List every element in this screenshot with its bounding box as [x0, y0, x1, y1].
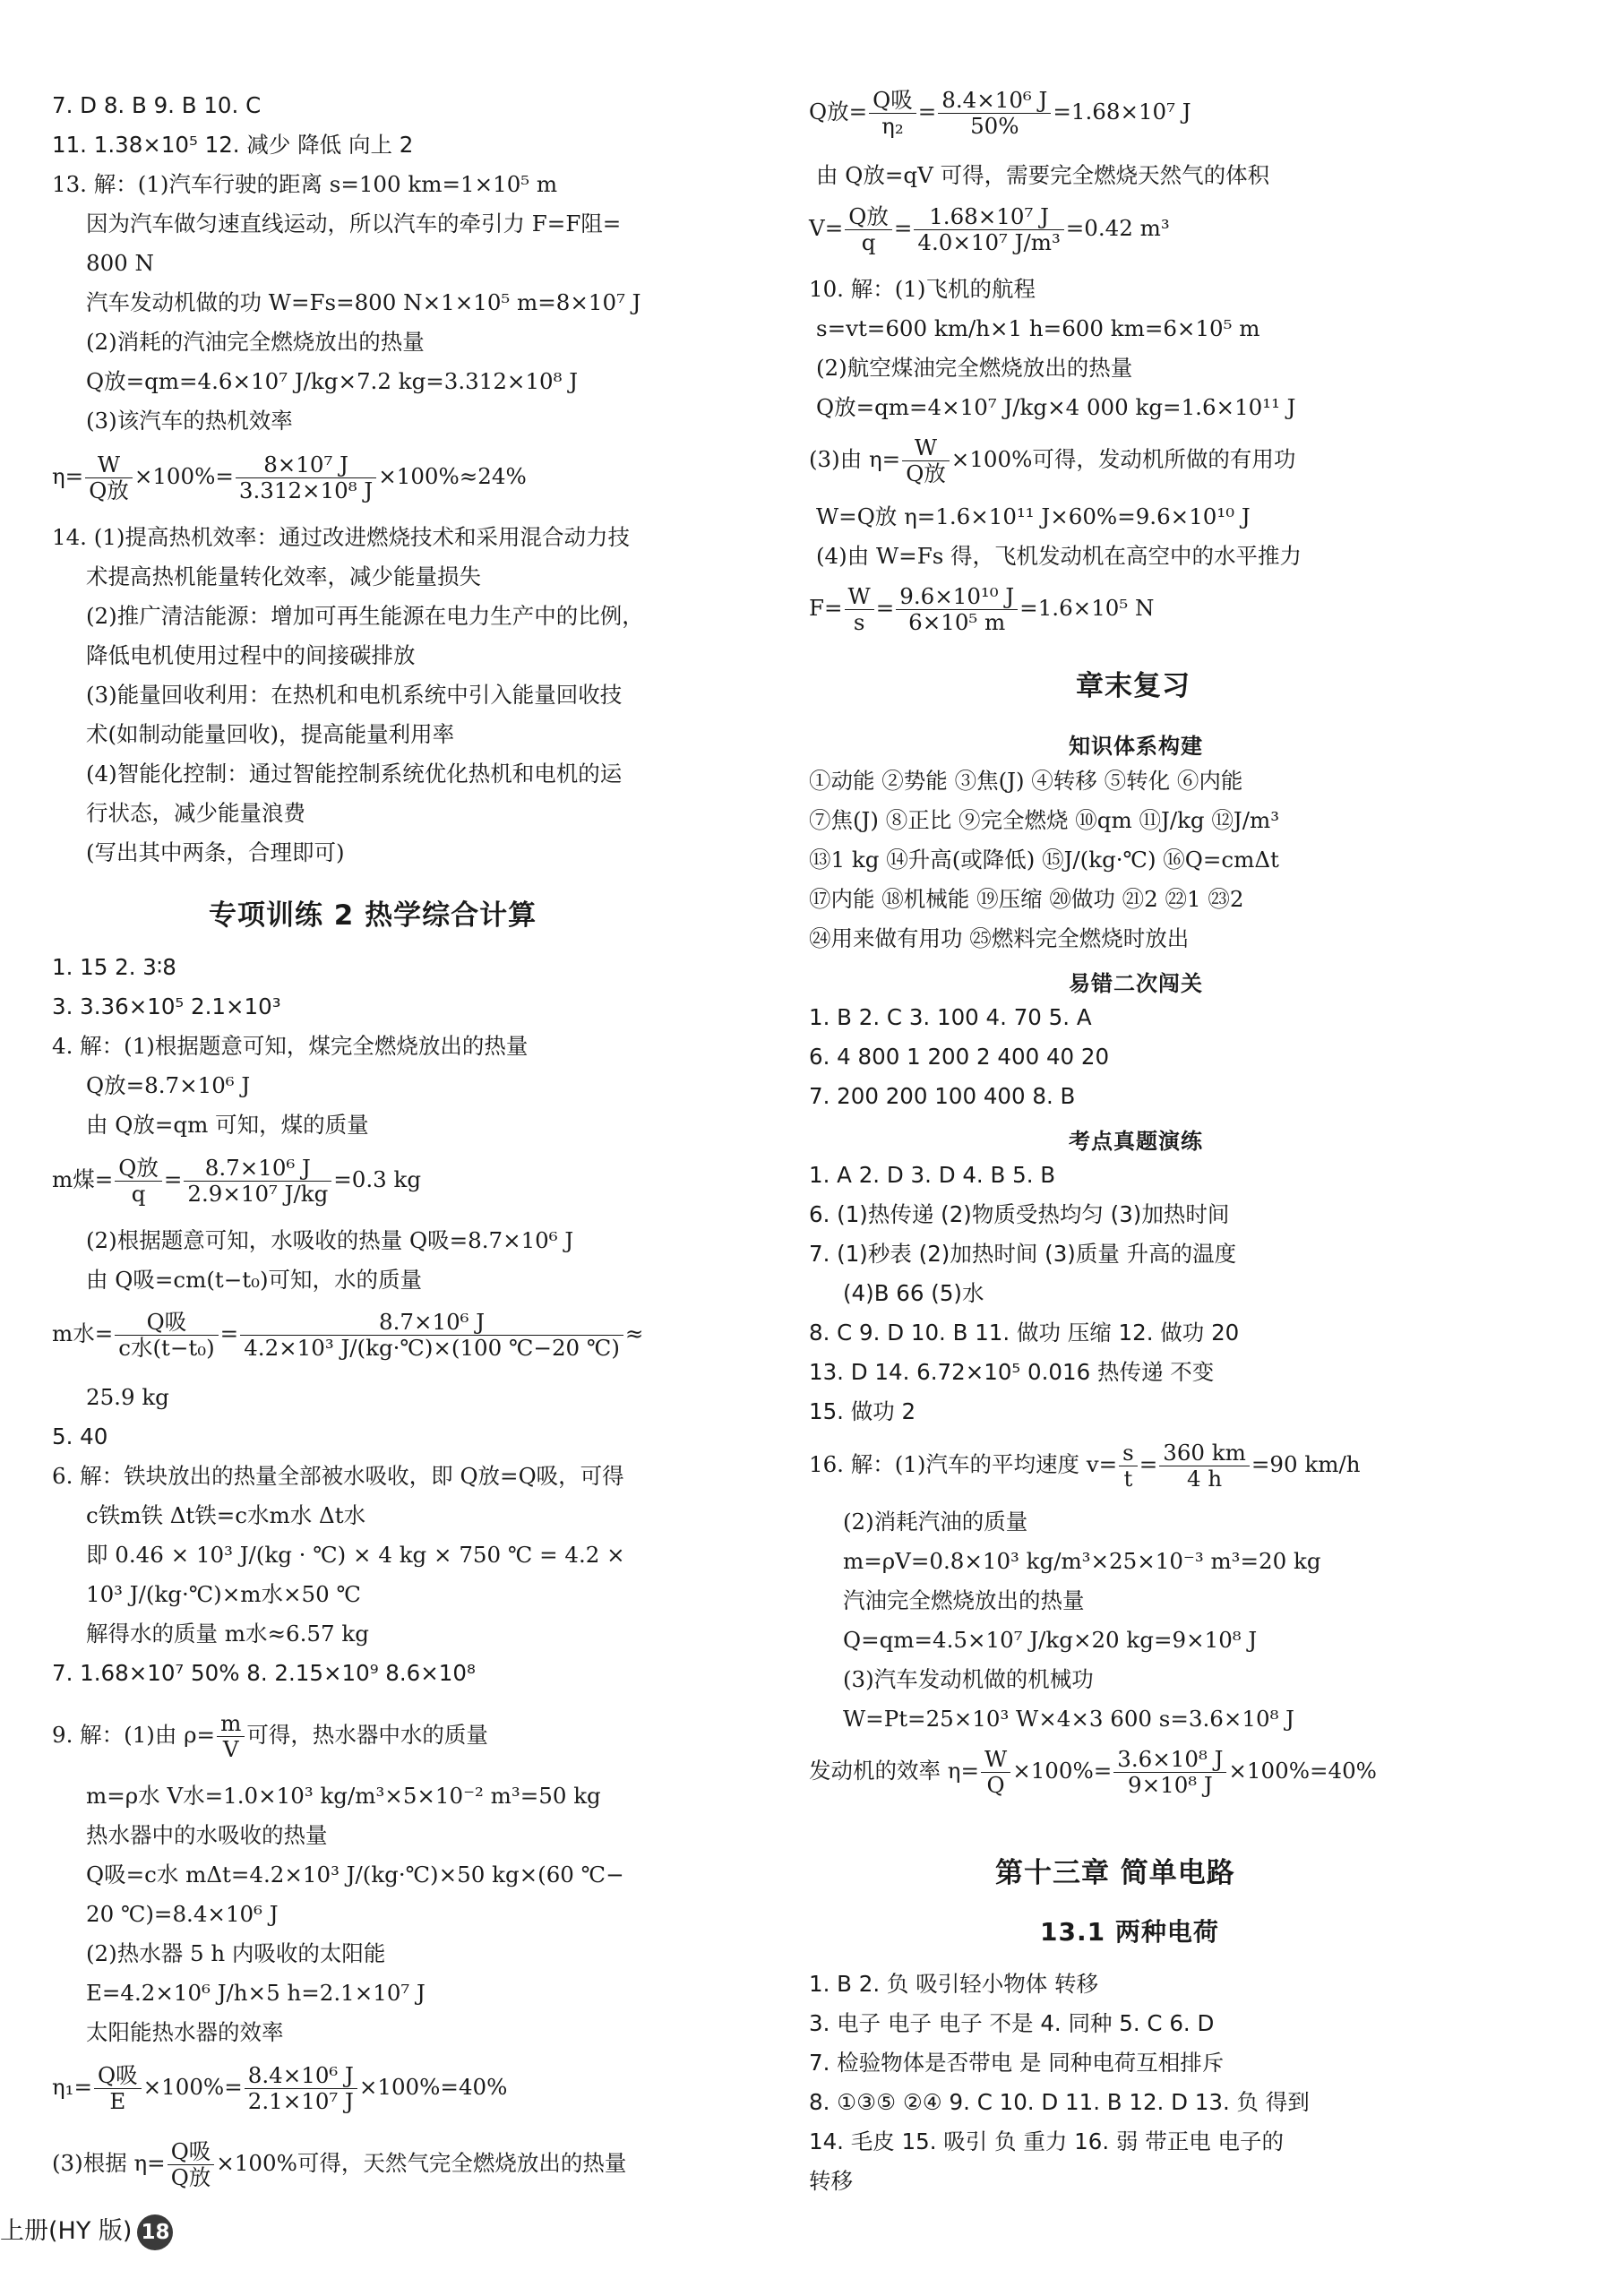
- formula-text: =: [1139, 1451, 1158, 1477]
- answer-line: 10³ J/(kg·℃)×m水×50 ℃: [86, 1581, 361, 1607]
- formula-text: 发动机的效率 η=: [809, 1758, 979, 1784]
- subsection-title: 知识体系构建: [1069, 734, 1203, 759]
- answer-line: 10. 解：(1)飞机的航程: [809, 276, 1036, 302]
- numerator: 3.6×10⁸ J: [1113, 1747, 1226, 1773]
- answer-line: 8. ①③⑤ ②④ 9. C 10. D 11. B 12. D 13. 负 得到: [809, 2089, 1310, 2115]
- numerator: W: [845, 584, 874, 610]
- answer-line: (2)根据题意可知，水吸收的热量 Q吸=8.7×10⁶ J: [86, 1227, 574, 1253]
- book-label: 上册(HY 版): [0, 2217, 133, 2245]
- answer-line: 1. B 2. C 3. 100 4. 70 5. A: [809, 1004, 1092, 1030]
- denominator: Q: [986, 1772, 1005, 1798]
- fraction: [1159, 1440, 1250, 1492]
- answer-line: (4)B 66 (5)水: [843, 1280, 984, 1306]
- numerator: 8×10⁷ J: [236, 452, 376, 478]
- denominator: 3.312×10⁸ J: [238, 477, 374, 503]
- numerator: 1.68×10⁷ J: [914, 204, 1063, 230]
- subsection-title: 考点真题演练: [1069, 1129, 1203, 1154]
- answer-line: Q放=qm=4×10⁷ J/kg×4 000 kg=1.6×10¹¹ J: [816, 394, 1296, 420]
- formula-text: =1.6×10⁵ N: [1019, 595, 1155, 621]
- answer-line: 3. 电子 电子 电子 不是 4. 同种 5. C 6. D: [809, 2010, 1215, 2036]
- numerator: Q吸: [168, 2139, 215, 2165]
- formula-engine-efficiency: [809, 1747, 1377, 1798]
- knowledge-line: ⑦焦(J) ⑧正比 ⑨完全燃烧 ⑩qm ⑪J/kg ⑫J/m³: [809, 807, 1280, 833]
- answer-line: 汽车发动机做的功 W=Fs=800 N×1×10⁵ m=8×10⁷ J: [86, 289, 641, 315]
- formula-text: =: [219, 1320, 239, 1346]
- answer-line: (2)热水器 5 h 内吸收的太阳能: [86, 1940, 386, 1966]
- formula-water-mass: [52, 1310, 643, 1361]
- formula-text: η₁=: [52, 2074, 93, 2100]
- formula-density: [52, 1711, 488, 1762]
- answer-line: 800 N: [86, 250, 154, 276]
- answer-line: Q=qm=4.5×10⁷ J/kg×20 kg=9×10⁸ J: [843, 1627, 1258, 1653]
- formula-text: ×100%可得，发动机所做的有用功: [950, 446, 1296, 472]
- fraction: [217, 1711, 245, 1762]
- denominator: Q放: [170, 2164, 211, 2190]
- denominator: 4 h: [1186, 1466, 1223, 1492]
- denominator: 50%: [970, 113, 1019, 139]
- answer-line: 7. D 8. B 9. B 10. C: [52, 92, 262, 118]
- subsection-title: 易错二次闯关: [1069, 971, 1203, 996]
- answer-line: (4)智能化控制：通过智能控制系统优化热机和电机的运: [86, 761, 623, 787]
- page-footer: [0, 2211, 173, 2250]
- fraction: [245, 2063, 357, 2114]
- chapter-review-title: 章末复习: [1076, 670, 1191, 702]
- fraction: [115, 1310, 218, 1361]
- answer-line: m=ρ水 V水=1.0×10³ kg/m³×5×10⁻² m³=50 kg: [86, 1783, 601, 1809]
- formula-text: ×100%=40%: [358, 2074, 508, 2100]
- answer-line: 8. C 9. D 10. B 11. 做功 压缩 12. 做功 20: [809, 1320, 1240, 1346]
- formula-text: =90 km/h: [1251, 1451, 1361, 1477]
- answer-line: 15. 做功 2: [809, 1398, 916, 1424]
- fraction: [902, 435, 950, 486]
- formula-text: =: [163, 1166, 183, 1192]
- formula-solar-efficiency: [52, 2063, 507, 2114]
- answer-line: 1. A 2. D 3. D 4. B 5. B: [809, 1162, 1056, 1188]
- fraction: [1119, 1440, 1138, 1492]
- knowledge-line: ⑬1 kg ⑭升高(或降低) ⑮J/(kg·℃) ⑯Q=cmΔt: [809, 847, 1279, 873]
- formula-text: m煤=: [52, 1166, 114, 1192]
- answer-line: 14. 毛皮 15. 吸引 负 重力 16. 弱 带正电 电子的: [809, 2128, 1284, 2154]
- numerator: 9.6×10¹⁰ J: [896, 584, 1018, 610]
- answer-line: 太阳能热水器的效率: [86, 2019, 284, 2045]
- formula-text: =0.3 kg: [333, 1166, 422, 1192]
- denominator: c水(t−t₀): [118, 1335, 215, 1361]
- formula-speed: [809, 1440, 1360, 1492]
- answer-line: 11. 1.38×10⁵ 12. 减少 降低 向上 2: [52, 132, 414, 158]
- denominator: Q放: [906, 460, 946, 486]
- formula-text: (3)由 η=: [809, 446, 901, 472]
- numerator: W: [981, 1747, 1010, 1773]
- denominator: Q放: [89, 477, 129, 503]
- answer-line: (2)航空煤油完全燃烧放出的热量: [816, 355, 1133, 381]
- answer-line: 解得水的质量 m水≈6.57 kg: [86, 1621, 369, 1647]
- answer-line: 13. D 14. 6.72×10⁵ 0.016 热传递 不变: [809, 1359, 1215, 1385]
- answer-line: (3)该汽车的热机效率: [86, 408, 293, 434]
- denominator: 2.9×10⁷ J/kg: [187, 1181, 329, 1207]
- denominator: t: [1123, 1466, 1133, 1492]
- answer-line: (2)消耗汽油的质量: [843, 1509, 1028, 1535]
- fraction: [236, 452, 376, 503]
- denominator: s: [853, 609, 865, 635]
- denominator: V: [222, 1736, 239, 1762]
- formula-text: η=: [52, 463, 84, 489]
- fraction: [981, 1747, 1010, 1798]
- answer-line: s=vt=600 km/h×1 h=600 km=6×10⁵ m: [816, 315, 1260, 341]
- formula-coal-mass: [52, 1156, 421, 1207]
- numerator: Q吸: [869, 88, 916, 114]
- answer-line: 20 ℃)=8.4×10⁶ J: [86, 1901, 279, 1927]
- fraction: [240, 1310, 623, 1361]
- answer-line: 7. 检验物体是否带电 是 同种电荷互相排斥: [809, 2050, 1225, 2076]
- knowledge-line: ①动能 ②势能 ③焦(J) ④转移 ⑤转化 ⑥内能: [809, 768, 1243, 794]
- fraction: [115, 1156, 162, 1207]
- answer-line: 热水器中的水吸收的热量: [86, 1822, 328, 1848]
- answer-line: 转移: [809, 2168, 853, 2194]
- answer-line: 6. 4 800 1 200 2 400 40 20: [809, 1044, 1110, 1070]
- answer-line: 6. (1)热传递 (2)物质受热均匀 (3)加热时间: [809, 1201, 1230, 1227]
- answer-line: 因为汽车做匀速直线运动，所以汽车的牵引力 F=F阻=: [86, 211, 622, 236]
- denominator: q: [131, 1181, 146, 1207]
- formula-text: ×100%=: [133, 463, 234, 489]
- formula-efficiency: [52, 452, 527, 503]
- formula-text: ×100%=40%: [1228, 1758, 1377, 1784]
- answer-line: c铁m铁 Δt铁=c水m水 Δt水: [86, 1502, 366, 1528]
- formula-text: V=: [809, 215, 844, 241]
- answer-line: (2)推广清洁能源：增加可再生能源在电力生产中的比例，: [86, 603, 644, 629]
- answer-line: m=ρV=0.8×10³ kg/m³×25×10⁻³ m³=20 kg: [843, 1548, 1321, 1574]
- numerator: Q吸: [94, 2063, 142, 2089]
- answer-line: 由 Q放=qV 可得，需要完全燃烧天然气的体积: [816, 162, 1270, 188]
- answer-line: (3)能量回收利用：在热机和电机系统中引入能量回收技: [86, 682, 623, 708]
- answer-line: 由 Q吸=cm(t−t₀)可知，水的质量: [86, 1267, 423, 1293]
- answer-line: E=4.2×10⁶ J/h×5 h=2.1×10⁷ J: [86, 1980, 426, 2006]
- fraction: [168, 2139, 215, 2190]
- answer-line: 汽油完全燃烧放出的热量: [843, 1587, 1085, 1613]
- fraction: [1113, 1747, 1226, 1798]
- fraction: [184, 1156, 331, 1207]
- fraction: [845, 584, 874, 635]
- fraction: [938, 88, 1051, 139]
- denominator: 4.2×10³ J/(kg·℃)×(100 ℃−20 ℃): [244, 1335, 620, 1361]
- numerator: 8.4×10⁶ J: [938, 88, 1051, 114]
- formula-text: ×100%=: [1012, 1758, 1113, 1784]
- formula-text: m水=: [52, 1320, 114, 1346]
- answer-line: 4. 解：(1)根据题意可知，煤完全燃烧放出的热量: [52, 1033, 529, 1059]
- answer-line: 1. B 2. 负 吸引轻小物体 转移: [809, 1971, 1098, 1997]
- page-number: 18: [137, 2214, 173, 2250]
- formula-text: =0.42 m³: [1065, 215, 1170, 241]
- answer-line: 行状态，减少能量浪费: [86, 800, 305, 826]
- answer-line: 6. 解：铁块放出的热量全部被水吸收，即 Q放=Q吸，可得: [52, 1463, 624, 1489]
- numerator: 8.7×10⁶ J: [184, 1156, 331, 1182]
- denominator: 6×10⁵ m: [908, 609, 1006, 635]
- formula-text: =: [893, 215, 913, 241]
- answer-line: 13. 解：(1)汽车行驶的距离 s=100 km=1×10⁵ m: [52, 171, 558, 197]
- answer-line: 由 Q放=qm 可知，煤的质量: [86, 1112, 369, 1138]
- formula-thrust: [809, 584, 1154, 635]
- fraction: [914, 204, 1063, 255]
- formula-text: =: [917, 99, 937, 125]
- section-title: 专项训练 2 热学综合计算: [209, 899, 537, 932]
- section-title: 13.1 两种电荷: [1040, 1917, 1219, 1947]
- formula-text: F=: [809, 595, 843, 621]
- answer-line: 7. 200 200 100 400 8. B: [809, 1083, 1076, 1109]
- numerator: s: [1119, 1440, 1138, 1466]
- formula-text: Q放=: [809, 99, 868, 125]
- denominator: 4.0×10⁷ J/m³: [917, 229, 1061, 255]
- formula-text: 16. 解：(1)汽车的平均速度 v=: [809, 1451, 1118, 1477]
- formula-text: 9. 解：(1)由 ρ=: [52, 1722, 216, 1748]
- formula-text: ≈: [624, 1320, 644, 1346]
- formula-gas-heat-result: [809, 88, 1191, 139]
- fraction: [896, 584, 1018, 635]
- fraction: [869, 88, 916, 139]
- numerator: W: [85, 452, 133, 478]
- answer-line: 25.9 kg: [86, 1384, 169, 1410]
- formula-text: =: [875, 595, 895, 621]
- formula-text: ×100%=: [142, 2074, 243, 2100]
- answer-line: (3)汽车发动机做的机械功: [843, 1666, 1094, 1692]
- knowledge-line: ㉔用来做有用功 ㉕燃料完全燃烧时放出: [809, 925, 1190, 951]
- answer-line: 降低电机使用过程中的间接碳排放: [86, 642, 416, 668]
- chapter-title: 第十三章 简单电路: [995, 1857, 1235, 1889]
- answer-line: 1. 15 2. 3∶8: [52, 954, 176, 980]
- knowledge-line: ⑰内能 ⑱机械能 ⑲压缩 ⑳做功 ㉑2 ㉒1 ㉓2: [809, 886, 1244, 912]
- formula-gas-heat: [52, 2139, 626, 2190]
- answer-line: 5. 40: [52, 1423, 108, 1449]
- numerator: m: [217, 1711, 245, 1737]
- numerator: 8.7×10⁶ J: [240, 1310, 623, 1336]
- fraction: [845, 204, 892, 255]
- answer-line: 术(如制动能量回收)，提高能量利用率: [86, 721, 455, 747]
- denominator: 9×10⁸ J: [1127, 1772, 1213, 1798]
- answer-line: 7. 1.68×10⁷ 50% 8. 2.15×10⁹ 8.6×10⁸: [52, 1660, 476, 1686]
- answer-line: (4)由 W=Fs 得，飞机发动机在高空中的水平推力: [816, 543, 1302, 569]
- numerator: Q放: [115, 1156, 162, 1182]
- denominator: η₂: [881, 113, 904, 139]
- answer-line: 3. 3.36×10⁵ 2.1×10³: [52, 993, 281, 1019]
- denominator: E: [109, 2088, 126, 2114]
- formula-text: ×100%≈24%: [378, 463, 527, 489]
- fraction: [94, 2063, 142, 2114]
- formula-text: 可得，热水器中水的质量: [246, 1722, 488, 1748]
- answer-line: W=Pt=25×10³ W×4×3 600 s=3.6×10⁸ J: [843, 1706, 1295, 1732]
- numerator: W: [902, 435, 950, 461]
- formula-text: (3)根据 η=: [52, 2150, 166, 2176]
- answer-line: 术提高热机能量转化效率，减少能量损失: [86, 563, 481, 589]
- numerator: 360 km: [1159, 1440, 1250, 1466]
- answer-line: Q吸=c水 mΔt=4.2×10³ J/(kg·℃)×50 kg×(60 ℃−: [86, 1862, 624, 1888]
- denominator: 2.1×10⁷ J: [247, 2088, 354, 2114]
- answer-line: (2)消耗的汽油完全燃烧放出的热量: [86, 329, 425, 355]
- formula-text: =1.68×10⁷ J: [1053, 99, 1191, 125]
- answer-line: Q放=8.7×10⁶ J: [86, 1072, 251, 1098]
- formula-useful-work: [809, 435, 1295, 486]
- answer-line: 7. (1)秒表 (2)加热时间 (3)质量 升高的温度: [809, 1241, 1237, 1267]
- fraction: [85, 452, 133, 503]
- formula-gas-volume: [809, 204, 1170, 255]
- numerator: 8.4×10⁶ J: [245, 2063, 357, 2089]
- numerator: Q吸: [115, 1310, 218, 1336]
- answer-line: W=Q放 η=1.6×10¹¹ J×60%=9.6×10¹⁰ J: [816, 503, 1251, 529]
- answer-line: Q放=qm=4.6×10⁷ J/kg×7.2 kg=3.312×10⁸ J: [86, 368, 579, 394]
- numerator: Q放: [845, 204, 892, 230]
- answer-line: (写出其中两条，合理即可): [86, 839, 345, 865]
- answer-line: 即 0.46 × 10³ J/(kg · ℃) × 4 kg × 750 ℃ = 4.2 ×: [86, 1542, 625, 1568]
- denominator: q: [861, 229, 876, 255]
- formula-text: ×100%可得，天然气完全燃烧放出的热量: [216, 2150, 627, 2176]
- answer-line: 14. (1)提高热机效率：通过改进燃烧技术和采用混合动力技: [52, 524, 630, 550]
